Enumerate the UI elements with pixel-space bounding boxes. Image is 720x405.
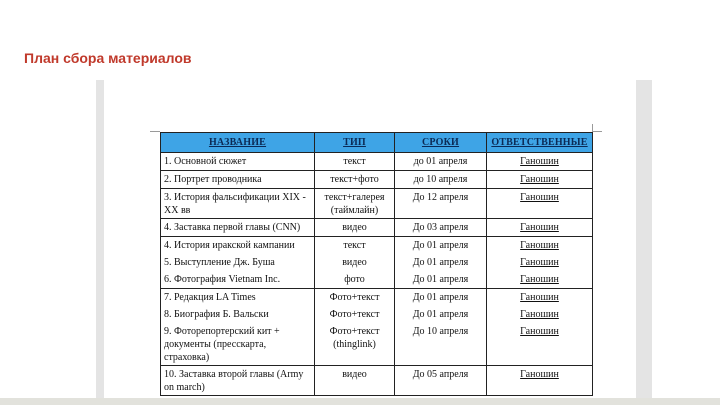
cell-name: 8. Биография Б. Вальски (161, 306, 315, 323)
cell-name: 10. Заставка второй главы (Army on march) (161, 366, 315, 396)
cell-type: Фото+текст (315, 306, 395, 323)
cell-name: 2. Портрет проводника (161, 171, 315, 189)
cell-name: 4. История иракской кампании (161, 237, 315, 255)
cell-name: 6. Фотография Vietnam Inc. (161, 271, 315, 289)
cell-deadline: До 05 апреля (395, 366, 487, 396)
table-row (161, 271, 593, 289)
materials-plan-table (160, 132, 593, 396)
cell-type: текст+фото (315, 171, 395, 189)
header-responsible: ОТВЕТСТВЕННЫЕ (487, 133, 593, 153)
cell-deadline: До 01 апреля (395, 289, 487, 307)
cell-responsible: Ганошин (487, 254, 593, 271)
cell-type: текст (315, 153, 395, 171)
cell-responsible: Ганошин (487, 366, 593, 396)
table-row (161, 289, 593, 307)
document-page (104, 80, 636, 398)
cell-deadline: до 01 апреля (395, 153, 487, 171)
crop-mark-right (592, 131, 602, 132)
cell-type: текст+галерея (таймлайн) (315, 189, 395, 219)
cell-deadline: До 01 апреля (395, 237, 487, 255)
cell-responsible: Ганошин (487, 219, 593, 237)
cell-name: 9. Фоторепортерский кит + документы (пресскарта, страховка) (161, 323, 315, 366)
table-row (161, 237, 593, 255)
cell-name: 4. Заставка первой главы (CNN) (161, 219, 315, 237)
cell-name: 1. Основной сюжет (161, 153, 315, 171)
table-row (161, 219, 593, 237)
cell-responsible: Ганошин (487, 153, 593, 171)
cell-responsible: Ганошин (487, 323, 593, 366)
bottom-band (0, 398, 720, 405)
table-row (161, 366, 593, 396)
cell-type: видео (315, 366, 395, 396)
crop-mark-right-vertical (592, 124, 593, 132)
table-row (161, 171, 593, 189)
cell-name: 5. Выступление Дж. Буша (161, 254, 315, 271)
header-type: ТИП (315, 133, 395, 153)
cell-responsible: Ганошин (487, 306, 593, 323)
table-header-row (161, 133, 593, 153)
cell-type: фото (315, 271, 395, 289)
cell-responsible: Ганошин (487, 237, 593, 255)
cell-type: видео (315, 219, 395, 237)
header-deadline: СРОКИ (395, 133, 487, 153)
cell-deadline: До 01 апреля (395, 306, 487, 323)
table-row (161, 323, 593, 366)
slide-title: План сбора материалов (24, 50, 192, 66)
table-row (161, 189, 593, 219)
cell-deadline: До 12 апреля (395, 189, 487, 219)
cell-responsible: Ганошин (487, 189, 593, 219)
cell-name: 7. Редакция LA Times (161, 289, 315, 307)
cell-type: видео (315, 254, 395, 271)
cell-responsible: Ганошин (487, 171, 593, 189)
cell-deadline: До 01 апреля (395, 271, 487, 289)
table-row (161, 254, 593, 271)
cell-responsible: Ганошин (487, 289, 593, 307)
cell-responsible: Ганошин (487, 271, 593, 289)
cell-deadline: До 03 апреля (395, 219, 487, 237)
cell-type: Фото+текст (315, 289, 395, 307)
cell-deadline: До 10 апреля (395, 323, 487, 366)
cell-type: Фото+текст (thinglink) (315, 323, 395, 366)
header-name: НАЗВАНИЕ (161, 133, 315, 153)
table-row (161, 306, 593, 323)
cell-name: 3. История фальсификации XIX -XX вв (161, 189, 315, 219)
document-frame (96, 80, 652, 398)
table-row (161, 153, 593, 171)
crop-mark-left (150, 131, 160, 132)
cell-deadline: до 10 апреля (395, 171, 487, 189)
cell-type: текст (315, 237, 395, 255)
cell-deadline: До 01 апреля (395, 254, 487, 271)
